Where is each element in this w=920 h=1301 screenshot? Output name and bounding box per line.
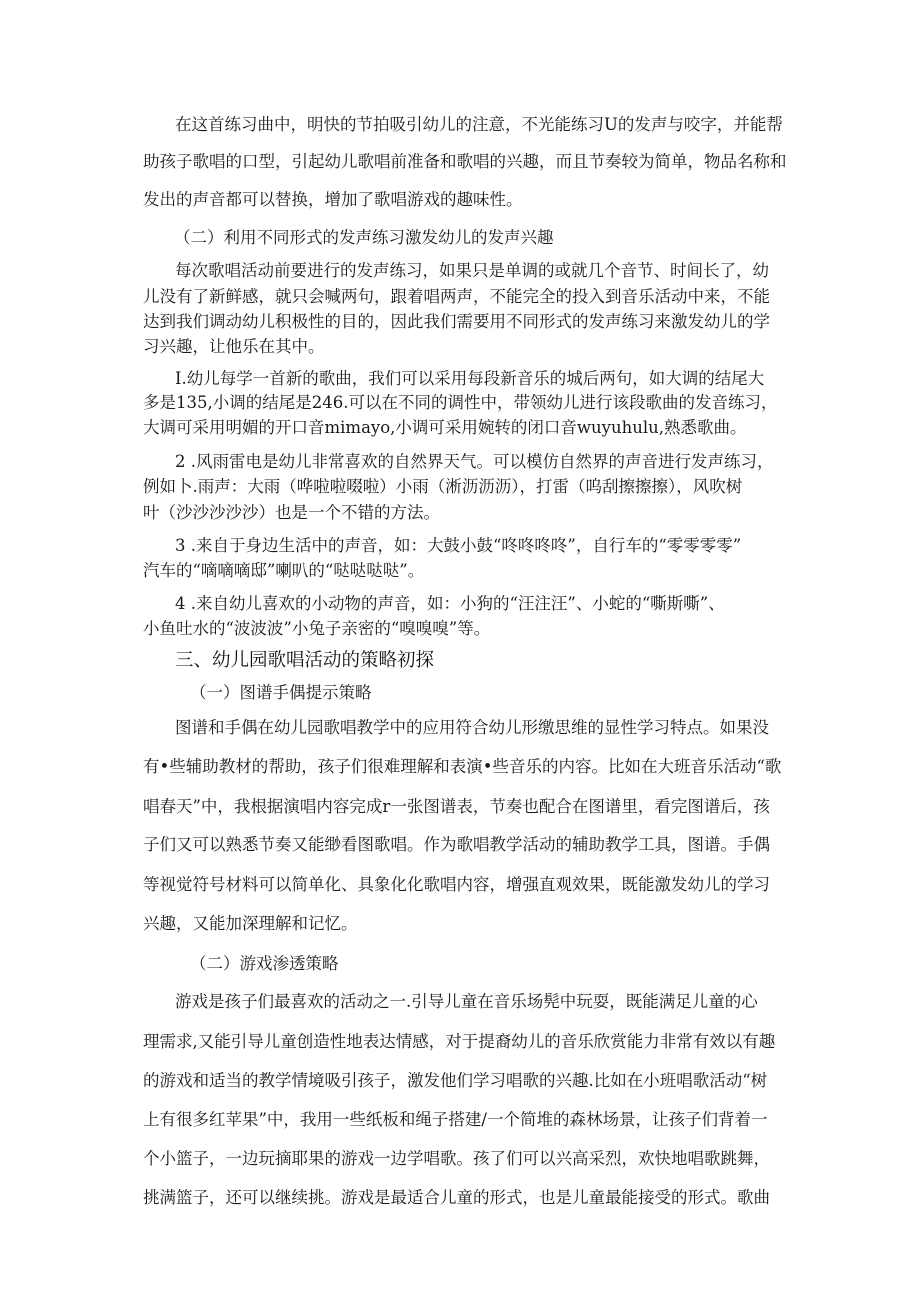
body-text-line: 子们又可以熟悉节奏又能缈看图歌唱。作为歌唱教学活动的辅助教学工具，图谱。手偶	[143, 835, 770, 854]
body-text-line: 理需求,又能引导儿童创造性地表达情感，对于提裔幼儿的音乐欣赏能力非常有效以有趣	[143, 1032, 776, 1051]
body-text-line: 图谱和手偶在幼儿园歌唱教学中的应用符合幼儿形缴思维的显性学习特点。如果没	[175, 718, 769, 737]
list-item-line: 汽车的“嘀嘀嘀邸”喇叭的“哒哒哒哒”。	[143, 561, 425, 580]
list-item-line: 4 .来自幼儿喜欢的小动物的声音，如：小狗的“汪注汪”、小蛇的“嘶斯嘶”、	[175, 594, 725, 613]
body-text-line: 助孩子歌唱的口型，引起幼儿歌唱前准备和歌唱的兴趣，而且节奏较为简单，物品名称和	[143, 152, 787, 171]
section-heading: 三、幼儿园歌唱活动的策略初探	[175, 650, 435, 671]
body-text-line: 兴趣，又能加深理解和记忆。	[143, 914, 358, 933]
body-text-line: 在这首练习曲中，明快的节拍吸引幼儿的注意，不光能练习U的发声与咬字，并能帮	[175, 115, 783, 134]
subsection-heading: （二）利用不同形式的发声练习激发幼儿的发声兴趣	[174, 228, 554, 247]
body-text-line: 的游戏和适当的教学情境吸引孩子，激发他们学习唱歌的兴趣.比如在小班唱歌活动“树	[143, 1071, 768, 1090]
body-text-line: 游戏是孩子们最喜欢的活动之一.引导儿童在音乐场髡中玩耍，既能满足儿童的心	[175, 992, 758, 1011]
list-item-line: 多是135,小调的结尾是246.可以在不同的调性中，带领幼儿进行该段歌曲的发音练习，	[143, 393, 778, 412]
body-text-line: 上有很多红苹果”中，我用一些纸板和绳子搭建/一个简堆的森林场景，让孩子们背着一	[143, 1110, 768, 1129]
subsection-heading: （二）游戏渗透策略	[190, 954, 339, 973]
list-item-line: 大调可采用明媚的开口音mimayo,小调可采用婉转的闭口音wuyuhulu,熟悉歌曲。	[143, 418, 747, 437]
body-text-line: 个小篮子，一边玩摘耶果的游戏一边学唱歌。孩了们可以兴高采烈，欢快地唱歌跳舞，	[143, 1149, 770, 1168]
body-text-line: 每次歌唱活动前要进行的发声练习，如果只是单调的或就几个音节、时间长了，幼	[175, 261, 769, 280]
list-item-line: 例如卜.雨声：大雨（哗啦啦啜啦）小雨（淅沥沥沥），打雷（呜刮擦擦擦），风吹树	[143, 477, 743, 496]
list-item-line: 叶（沙沙沙沙沙）也是一个不错的方法。	[143, 503, 440, 522]
body-text-line: 儿没有了新鲜感，就只会喊两句，跟着唱两声，不能完全的投入到音乐活动中来，不能	[143, 287, 770, 306]
body-text-line: 发出的声音都可以替换，增加了歌唱游戏的趣味性。	[143, 190, 523, 209]
list-item-line: 小鱼吐水的“波波波”小兔子亲密的“嗅嗅嗅”等。	[143, 619, 491, 638]
list-item-line: 2 .风雨雷电是幼儿非常喜欢的自然界天气。可以模仿自然界的声音进行发声练习，	[175, 452, 774, 471]
subsection-heading: （一）图谱手偶提示策略	[190, 683, 372, 702]
body-text-line: 等视觉符号材料可以简单化、具象化化歌唱内容，增强直观效果，既能激发幼儿的学习	[143, 875, 770, 894]
body-text-line: 有•些辅助教材的帮助，孩子们很难理解和表演•些音乐的内容。比如在大班音乐活动“歌	[143, 757, 782, 776]
list-item-line: I.幼儿每学一首新的歌曲，我们可以采用每段新音乐的城后两句，如大调的结尾大	[175, 369, 765, 388]
body-text-line: 挑满篮子，还可以继续挑。游戏是最适合儿童的形式，也是儿童最能接受的形式。歌曲	[143, 1188, 770, 1207]
list-item-line: 3 .来自于身边生活中的声音，如：大鼓小鼓“咚咚咚咚”，自行车的“零零零零”	[175, 536, 742, 555]
body-text-line: 达到我们调动幼儿积极性的目的，因此我们需要用不同形式的发声练习来激发幼儿的学	[143, 312, 770, 331]
body-text-line: 习兴趣，让他乐在其中。	[143, 337, 325, 356]
body-text-line: 唱春天”中，我根据演唱内容完成r一张图谱表，节奏也配合在图谱里，看完图谱后，孩	[143, 797, 770, 816]
